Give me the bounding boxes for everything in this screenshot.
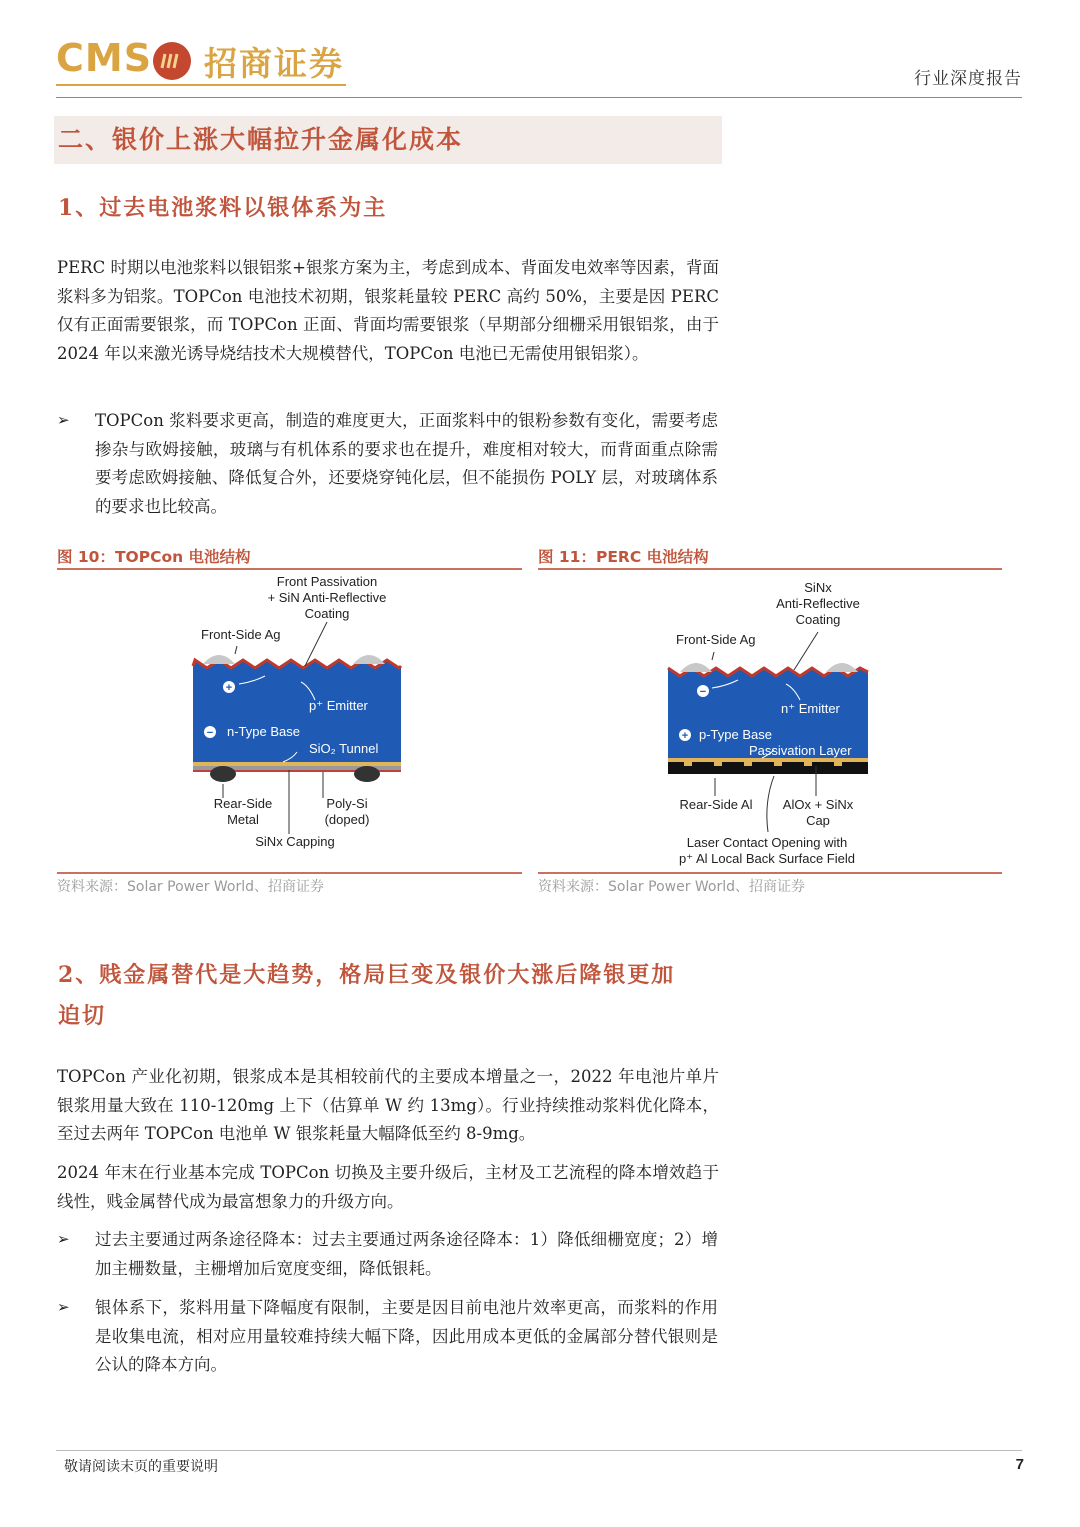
label-metal: Metal xyxy=(227,812,259,827)
label-n-emitter: n⁺ Emitter xyxy=(781,701,840,716)
label-coating: Coating xyxy=(795,612,841,627)
electron-symbol-sign: − xyxy=(699,686,707,698)
front-ag-contact-right xyxy=(353,655,385,664)
header-rule xyxy=(56,97,1022,98)
label-poly-si: Poly-Si xyxy=(326,796,368,811)
figure-10-bottom-rule xyxy=(57,872,522,874)
subsection-1-title: 1、过去电池浆料以银体系为主 xyxy=(58,195,388,221)
footer-disclaimer: 敬请阅读末页的重要说明 xyxy=(64,1459,218,1475)
hole-symbol-sign: + xyxy=(681,730,689,742)
label-alox-sinx: AlOx + SiNx xyxy=(782,797,854,812)
label-sio2-tunnel: SiO₂ Tunnel xyxy=(309,741,379,756)
label-p-emitter: p⁺ Emitter xyxy=(309,698,368,713)
label-sinx: SiNx xyxy=(804,580,832,595)
rear-metal-contact-left xyxy=(210,766,236,782)
label-doped: (doped) xyxy=(324,812,370,827)
label-p-type-base: p-Type Base xyxy=(699,727,772,742)
label-al-local-bsf: p⁺ Al Local Back Surface Field xyxy=(679,851,855,866)
subsection-2-title-line1: 2、贱金属替代是大趋势，格局巨变及银价大涨后降银更加 xyxy=(58,962,676,988)
subsection-2-paragraph-1: TOPCon 产业化初期，银浆成本是其相较前代的主要成本增量之一，2022 年电池片单片银浆用量大致在 110-120mg 上下（估算单 W 约 13mg）。行业持续推动浆料优化降本，至过去两年 TOPCon 电池单 W 银浆耗量大幅降低至约 8-9mg。 xyxy=(57,1067,719,1143)
subsection-1-bullet: TOPCon 浆料要求更高，制造的难度更大，正面浆料中的银粉参数有变化，需要考虑掺杂与欧姆接触，玻璃与有机体系的要求也在提升，难度相对较大，而背面重点除需要考虑欧姆接触、降低复合外，还要烧穿钝化层，但不能损伤 POLY 层，对玻璃体系的要求也比较高。 xyxy=(95,411,718,516)
label-front-side-ag: Front-Side Ag xyxy=(201,627,281,642)
label-cap: Cap xyxy=(806,813,830,828)
bullet-marker: ➢ xyxy=(57,411,70,429)
figure-11-bottom-rule xyxy=(538,872,1002,874)
label-sin-anti-reflective: + SiN Anti-Reflective xyxy=(267,590,387,605)
report-type: 行业深度报告 xyxy=(914,69,1022,89)
label-anti-reflective: Anti-Reflective xyxy=(776,596,860,611)
logo-cms: CMS xyxy=(56,36,153,80)
label-front-passivation: Front Passivation xyxy=(276,574,378,589)
figure-11-top-rule xyxy=(538,568,1002,570)
subsection-1-paragraph: PERC 时期以电池浆料以银铝浆+银浆方案为主，考虑到成本、背面发电效率等因素，背面浆料多为铝浆。TOPCon 电池技术初期，银浆耗量较 PERC 高约 50%，主要是因 PERC 仅有正面需要银浆，而 TOPCon 正面、背面均需要银浆（早期部分细栅采用银铝浆，由于 2024 年以来激光诱导烧结技术大规模替代，TOPCon 电池已无需使用银铝浆）。 xyxy=(57,258,719,363)
bullet-marker: ➢ xyxy=(57,1298,70,1316)
logo-underline xyxy=(56,84,346,86)
label-front-side-ag: Front-Side Ag xyxy=(676,632,756,647)
figure-11-source: 资料来源：Solar Power World、招商证券 xyxy=(538,879,806,895)
front-ag-contact-left xyxy=(203,655,235,664)
figure-10-top-rule xyxy=(57,568,522,570)
page-number: 7 xyxy=(1015,1456,1024,1473)
rear-metal-contact-right xyxy=(354,766,380,782)
logo-cn: 招商证券 xyxy=(204,44,344,83)
subsection-2-paragraph-2: 2024 年末在行业基本完成 TOPCon 切换及主要升级后，主材及工艺流程的降本增效趋于线性，贱金属替代成为最富想象力的升级方向。 xyxy=(57,1163,719,1211)
figure-10-source: 资料来源：Solar Power World、招商证券 xyxy=(57,879,325,895)
electron-symbol-sign: − xyxy=(206,727,214,739)
front-ag-contact-left xyxy=(680,663,712,672)
figure-11-title: 图 11：PERC 电池结构 xyxy=(538,548,709,566)
perc-cell-diagram xyxy=(538,572,1003,872)
section-title: 二、银价上涨大幅拉升金属化成本 xyxy=(58,125,464,154)
logo-emblem-icon xyxy=(150,40,196,82)
label-rear-side: Rear-Side xyxy=(213,796,273,811)
front-ag-contact-right xyxy=(826,663,858,672)
subsection-2-bullet-2: 银体系下，浆料用量下降幅度有限制，主要是因目前电池片效率更高，而浆料的作用是收集电流，相对应用量较难持续大幅下降，因此用成本更低的金属部分替代银则是公认的降本方向。 xyxy=(95,1298,718,1374)
subsection-2-title-line2: 迫切 xyxy=(58,1003,107,1029)
topcon-cell-diagram xyxy=(57,572,522,872)
label-sinx-capping: SiNx Capping xyxy=(255,834,335,849)
subsection-2-bullet-1: 过去主要通过两条途径降本：过去主要通过两条途径降本：1）降低细栅宽度；2）增加主栅数量，主栅增加后宽度变细，降低银耗。 xyxy=(95,1230,718,1278)
hole-symbol-sign: + xyxy=(225,682,233,694)
sio2-tunnel-layer xyxy=(193,762,401,766)
label-laser-contact-opening: Laser Contact Opening with xyxy=(686,835,848,850)
label-rear-side-al: Rear-Side Al xyxy=(679,797,753,812)
footer-rule xyxy=(56,1450,1022,1451)
figure-10-title: 图 10：TOPCon 电池结构 xyxy=(57,548,251,566)
bullet-marker: ➢ xyxy=(57,1230,70,1248)
label-coating: Coating xyxy=(304,606,350,621)
label-n-type-base: n-Type Base xyxy=(227,724,300,739)
label-passivation-layer: Passivation Layer xyxy=(749,743,852,758)
